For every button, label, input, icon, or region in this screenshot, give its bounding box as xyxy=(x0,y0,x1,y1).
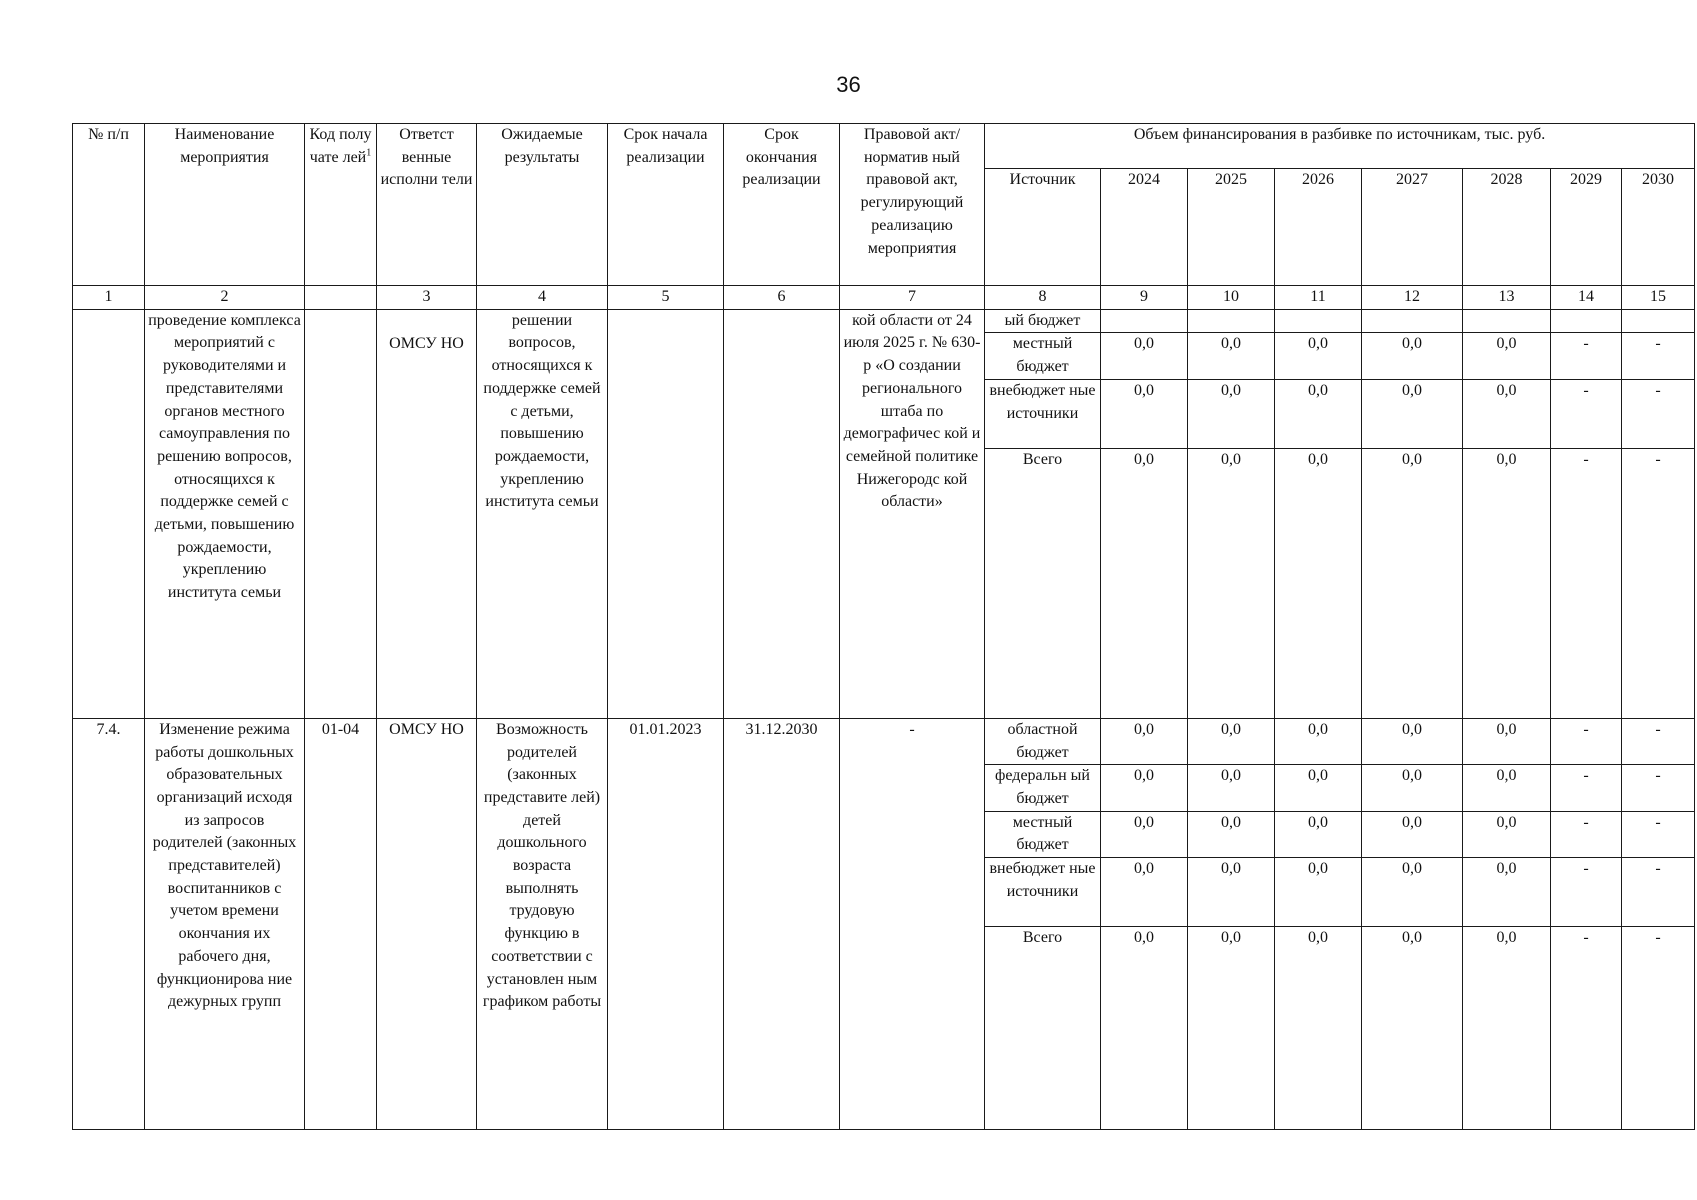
value-cell xyxy=(1188,309,1275,333)
value-cell: 0,0 xyxy=(1275,718,1362,764)
value-cell: 0,0 xyxy=(1463,811,1551,857)
source-label: Всего xyxy=(985,927,1101,1130)
source-label: местный бюджет xyxy=(985,333,1101,379)
header-year: 2030 xyxy=(1622,169,1695,286)
column-number: 8 xyxy=(985,286,1101,310)
value-cell: - xyxy=(1622,858,1695,927)
column-number: 3 xyxy=(377,286,477,310)
value-cell: 0,0 xyxy=(1463,927,1551,1130)
row-7-4-results: Возможность родителей (законных представите лей) детей дошкольного возраста выполнять трудовую функцию в соответствии с установлен ным графиком работы xyxy=(477,718,608,1129)
value-cell: 0,0 xyxy=(1362,718,1463,764)
value-cell: 0,0 xyxy=(1101,858,1188,927)
value-cell xyxy=(1463,309,1551,333)
header-year: 2029 xyxy=(1551,169,1622,286)
value-cell: - xyxy=(1551,718,1622,764)
header-year: 2027 xyxy=(1362,169,1463,286)
value-cell: 0,0 xyxy=(1101,927,1188,1130)
value-cell: 0,0 xyxy=(1188,333,1275,379)
column-number: 12 xyxy=(1362,286,1463,310)
source-label: ый бюджет xyxy=(985,309,1101,333)
continued-code xyxy=(305,309,377,718)
value-cell: 0,0 xyxy=(1362,379,1463,448)
header-code-footnote: 1 xyxy=(366,147,372,159)
header-name: Наименование мероприятия xyxy=(145,124,305,286)
header-num: № п/п xyxy=(73,124,145,286)
continued-results: решении вопросов, относящихся к поддержке семей с детьми, повышению рождаемости, укреплению института семьи xyxy=(477,309,608,718)
source-label: федеральн ый бюджет xyxy=(985,765,1101,811)
continued-name: проведение комплекса мероприятий с руководителями и представителями органов местного самоуправления по решению вопросов, относящихся к поддержке семей с детьми, повышению рождаемости, укреплению института семьи xyxy=(145,309,305,718)
value-cell xyxy=(1622,309,1695,333)
financing-table xyxy=(72,123,1695,1130)
value-cell: 0,0 xyxy=(1463,765,1551,811)
value-cell: 0,0 xyxy=(1101,811,1188,857)
value-cell: 0,0 xyxy=(1188,448,1275,718)
value-cell xyxy=(1362,309,1463,333)
value-cell: 0,0 xyxy=(1463,858,1551,927)
value-cell: - xyxy=(1622,379,1695,448)
value-cell: 0,0 xyxy=(1188,379,1275,448)
value-cell: 0,0 xyxy=(1275,448,1362,718)
header-responsible: Ответст венные исполни тели xyxy=(377,124,477,286)
value-cell: - xyxy=(1551,448,1622,718)
value-cell: 0,0 xyxy=(1275,379,1362,448)
value-cell: - xyxy=(1551,927,1622,1130)
header-code xyxy=(305,124,377,286)
header-start: Срок начала реализации xyxy=(608,124,724,286)
page-number: 36 xyxy=(836,72,861,97)
value-cell: - xyxy=(1551,858,1622,927)
value-cell: - xyxy=(1622,718,1695,764)
row-7-4-code: 01-04 xyxy=(305,718,377,1129)
header-year: 2024 xyxy=(1101,169,1188,286)
row-7-4-responsible: ОМСУ НО xyxy=(377,718,477,1129)
source-label: областной бюджет xyxy=(985,718,1101,764)
column-number: 11 xyxy=(1275,286,1362,310)
value-cell: - xyxy=(1622,448,1695,718)
value-cell: - xyxy=(1551,379,1622,448)
value-cell: 0,0 xyxy=(1188,858,1275,927)
value-cell: 0,0 xyxy=(1463,448,1551,718)
value-cell: 0,0 xyxy=(1101,333,1188,379)
continued-row xyxy=(73,309,1695,333)
value-cell: 0,0 xyxy=(1362,811,1463,857)
header-legal-act: Правовой акт/норматив ный правовой акт, регулирующий реализацию мероприятия xyxy=(840,124,985,286)
value-cell: 0,0 xyxy=(1463,333,1551,379)
value-cell xyxy=(1275,309,1362,333)
value-cell: - xyxy=(1551,333,1622,379)
value-cell: 0,0 xyxy=(1275,333,1362,379)
value-cell: 0,0 xyxy=(1362,858,1463,927)
header-code-text: Код полу чате лей xyxy=(309,126,372,166)
continued-start xyxy=(608,309,724,718)
value-cell: 0,0 xyxy=(1101,718,1188,764)
source-label: внебюджет ные источники xyxy=(985,858,1101,927)
value-cell: 0,0 xyxy=(1362,927,1463,1130)
value-cell: - xyxy=(1622,765,1695,811)
column-number: 2 xyxy=(145,286,305,310)
column-number xyxy=(305,286,377,310)
row-7-4-start: 01.01.2023 xyxy=(608,718,724,1129)
value-cell: 0,0 xyxy=(1362,333,1463,379)
source-label: внебюджет ные источники xyxy=(985,379,1101,448)
header-funding: Объем финансирования в разбивке по источникам, тыс. руб. xyxy=(985,124,1695,169)
value-cell: - xyxy=(1622,927,1695,1130)
value-cell xyxy=(1101,309,1188,333)
value-cell: 0,0 xyxy=(1101,379,1188,448)
value-cell: - xyxy=(1622,811,1695,857)
column-number: 13 xyxy=(1463,286,1551,310)
header-year: 2028 xyxy=(1463,169,1551,286)
header-end: Срок окончания реализации xyxy=(724,124,840,286)
column-number: 6 xyxy=(724,286,840,310)
column-number: 5 xyxy=(608,286,724,310)
value-cell: 0,0 xyxy=(1275,765,1362,811)
header-row-1 xyxy=(73,124,1695,169)
row-7-4-legal-act: - xyxy=(840,718,985,1129)
value-cell: 0,0 xyxy=(1275,927,1362,1130)
continued-number xyxy=(73,309,145,718)
value-cell: 0,0 xyxy=(1101,765,1188,811)
value-cell: 0,0 xyxy=(1188,718,1275,764)
source-label: Всего xyxy=(985,448,1101,718)
value-cell: 0,0 xyxy=(1101,448,1188,718)
header-results: Ожидаемые результаты xyxy=(477,124,608,286)
column-number: 9 xyxy=(1101,286,1188,310)
column-number-row xyxy=(73,286,1695,310)
column-number: 14 xyxy=(1551,286,1622,310)
column-number: 1 xyxy=(73,286,145,310)
value-cell: - xyxy=(1622,333,1695,379)
row-7-4-number: 7.4. xyxy=(73,718,145,1129)
source-label: местный бюджет xyxy=(985,811,1101,857)
continued-end xyxy=(724,309,840,718)
column-number: 4 xyxy=(477,286,608,310)
row-7-4-name: Изменение режима работы дошкольных образовательных организаций исходя из запросов родителей (законных представителей) воспитанников с учетом времени окончания их рабочего дня, функционирова ние дежурных групп xyxy=(145,718,305,1129)
header-year: 2025 xyxy=(1188,169,1275,286)
value-cell: 0,0 xyxy=(1362,448,1463,718)
header-year: 2026 xyxy=(1275,169,1362,286)
column-number: 7 xyxy=(840,286,985,310)
column-number: 10 xyxy=(1188,286,1275,310)
row-7-4 xyxy=(73,718,1695,764)
header-source: Источник xyxy=(985,169,1101,286)
value-cell: 0,0 xyxy=(1188,765,1275,811)
value-cell xyxy=(1551,309,1622,333)
value-cell: - xyxy=(1551,765,1622,811)
value-cell: 0,0 xyxy=(1275,811,1362,857)
value-cell: 0,0 xyxy=(1275,858,1362,927)
value-cell: 0,0 xyxy=(1188,811,1275,857)
value-cell: 0,0 xyxy=(1463,379,1551,448)
value-cell: 0,0 xyxy=(1362,765,1463,811)
column-number: 15 xyxy=(1622,286,1695,310)
row-7-4-end: 31.12.2030 xyxy=(724,718,840,1129)
value-cell: 0,0 xyxy=(1463,718,1551,764)
continued-legal-act: кой области от 24 июля 2025 г. № 630-р «О создании регионального штаба по демографичес кой и семейной политике Нижегородс кой области» xyxy=(840,309,985,718)
value-cell: - xyxy=(1551,811,1622,857)
value-cell: 0,0 xyxy=(1188,927,1275,1130)
continued-responsible: ОМСУ НО xyxy=(377,309,477,718)
